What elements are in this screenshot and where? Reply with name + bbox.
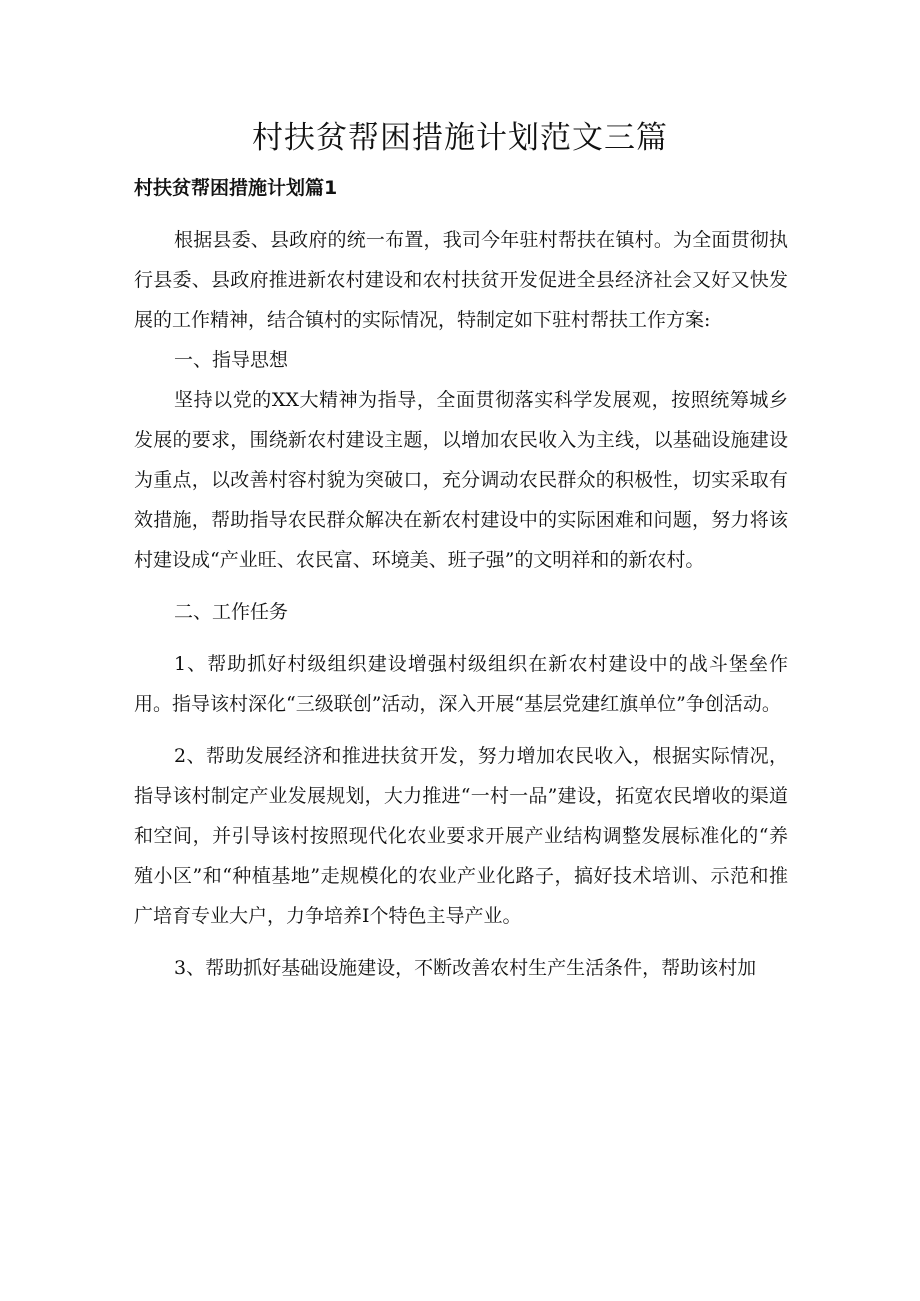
- spacer: [134, 580, 788, 592]
- heading-guiding-ideology: 一、指导思想: [174, 349, 289, 371]
- paragraph-task-3: 3、帮助抓好基础设施建设，不断改善农村生产生活条件，帮助该村加: [174, 957, 757, 979]
- spacer: [134, 936, 788, 948]
- paragraph-task-1: 1、帮助抓好村级组织建设增强村级组织在新农村建设中的战斗堡垒作用。指导该村深化“三级联创”活动，深入开展“基层党建红旗单位”争创活动。: [134, 653, 788, 715]
- spacer: [134, 724, 788, 736]
- paragraph-task-2: 2、帮助发展经济和推进扶贫开发，努力增加农民收入，根据实际情况，指导该村制定产业发展规划，大力推进“一村一品”建设，拓宽农民增收的渠道和空间，并引导该村按照现代化农业要求开展产业结构调整发展标准化的“养殖小区”和“种植基地”走规模化的农业产业化路子，搞好技术培训、示范和推广培育专业大户，力争培养I个特色主导产业。: [134, 745, 788, 927]
- document-body: [134, 220, 788, 988]
- paragraph-guiding-ideology: 坚持以党的XX大精神为指导，全面贯彻落实科学发展观，按照统筹城乡发展的要求，围绕新农村建设主题，以增加农民收入为主线，以基础设施建设为重点，以改善村容村貌为突破口，充分调动农民群众的积极性，切实采取有效措施，帮助指导农民群众解决在新农村建设中的实际困难和问题，努力将该村建设成“产业旺、农民富、环境美、班子强”的文明祥和的新农村。: [134, 389, 788, 571]
- spacer: [134, 632, 788, 644]
- document-title: 村扶贫帮困措施计划范文三篇: [252, 120, 668, 156]
- heading-work-tasks: 二、工作任务: [174, 601, 289, 623]
- section-heading: 村扶贫帮困措施计划篇1: [134, 177, 338, 199]
- paragraph-intro: 根据县委、县政府的统一布置，我司今年驻村帮扶在镇村。为全面贯彻执行县委、县政府推进新农村建设和农村扶贫开发促进全县经济社会又好又快发展的工作精神，结合镇村的实际情况，特制定如下驻村帮扶工作方案:: [134, 229, 788, 331]
